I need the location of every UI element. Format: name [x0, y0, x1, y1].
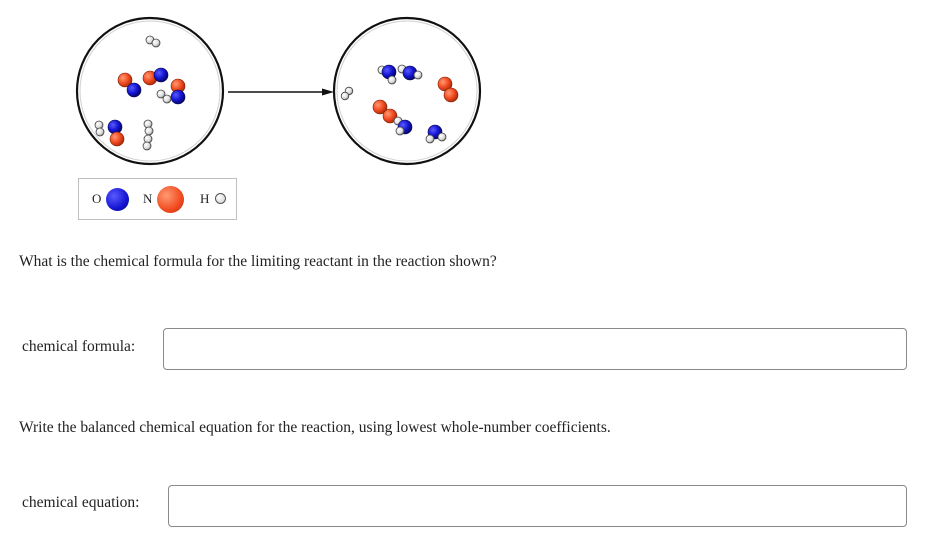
legend-label-oxygen: O — [92, 191, 102, 206]
legend-label-hydrogen: H — [200, 191, 210, 206]
oxygen-atom-swatch — [106, 188, 129, 211]
reaction-arrow — [228, 89, 334, 96]
reactant-container — [77, 18, 223, 164]
reactant-h2-molecule — [95, 121, 104, 136]
reactant-h2-molecule — [144, 120, 153, 135]
reaction-diagram — [0, 0, 500, 175]
chemical-formula-label: chemical formula: — [22, 338, 136, 355]
legend-label-nitrogen: N — [143, 191, 153, 206]
nitrogen-atom-swatch — [157, 186, 184, 213]
product-container — [334, 18, 480, 164]
chemical-equation-label: chemical equation: — [22, 494, 140, 511]
question-limiting-reactant: What is the chemical formula for the limiting reactant in the reaction shown? — [19, 253, 497, 270]
atom-legend — [78, 178, 237, 220]
chemical-equation-input[interactable] — [168, 485, 907, 527]
hydrogen-atom-swatch — [215, 193, 226, 204]
chemical-formula-input[interactable] — [163, 328, 907, 370]
reactant-h2-molecule — [143, 135, 152, 150]
question-balanced-equation: Write the balanced chemical equation for the reaction, using lowest whole-number coefficients. — [19, 419, 611, 436]
product-circle-outline — [334, 18, 480, 164]
